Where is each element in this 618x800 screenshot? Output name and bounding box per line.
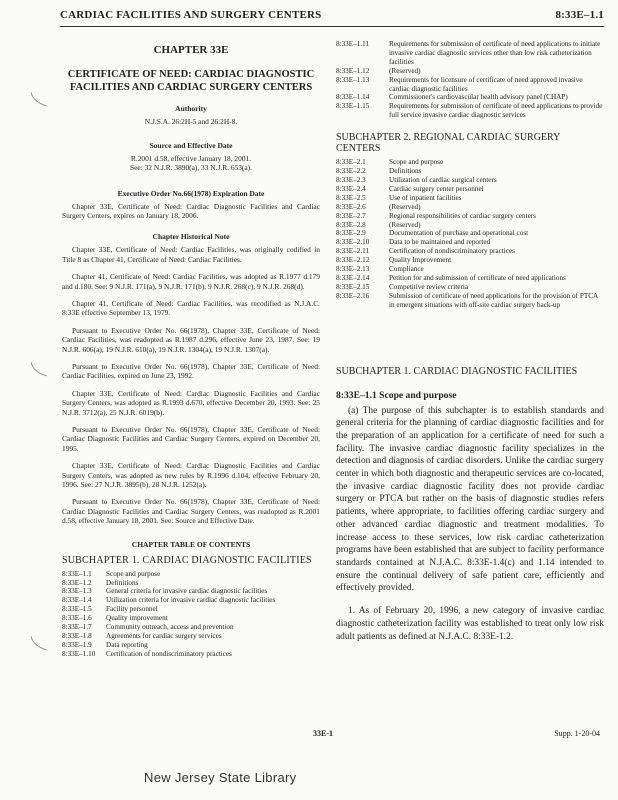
toc-title: Utilization criteria for invasive cardiac diagnostic facilities (106, 596, 276, 605)
toc-number: 8:33E–1.7 (62, 623, 92, 632)
toc-entry (336, 274, 604, 283)
toc-number: 8:33E–1.11 (336, 40, 370, 48)
toc-number: 8:33E–2.1 (336, 158, 366, 167)
toc-number: 8:33E–1.10 (62, 649, 96, 658)
library-stamp: New Jersey State Library (144, 770, 297, 785)
toc-entry (62, 587, 320, 596)
supplement-date: Supp. 1-20-04 (554, 729, 600, 738)
toc-title: Certification of nondiscriminatory practices (106, 649, 232, 658)
toc-entry (336, 185, 604, 194)
history-paragraph: Chapter 41, Certificate of Need: Cardiac Facilities, was recodified as N.J.A.C. 8:33E effective September 13, 1979. (62, 298, 320, 318)
left-column (62, 40, 320, 659)
page-number: 33E-1 (313, 729, 333, 738)
toc-entry (62, 641, 320, 650)
toc-entry (336, 67, 604, 76)
toc-entry (336, 76, 604, 94)
toc-number: 8:33E–1.5 (62, 605, 92, 614)
toc-number: 8:33E–2.4 (336, 184, 366, 193)
history-paragraph: Pursuant to Executive Order No. 66(1978), Chapter 33E, Certificate of Need: Cardiac Diagnostic Facilities and Cardiac Surgery Centers, expired on December 20, 1995. (62, 425, 320, 453)
toc-title: (Reserved) (389, 220, 421, 229)
toc-entry (336, 203, 604, 212)
toc-list-sub1-continued (336, 40, 604, 120)
toc-entry (336, 283, 604, 292)
authority-heading: Authority (175, 104, 207, 113)
toc-number: 8:33E–1.3 (62, 587, 92, 596)
toc-title: Use of inpatient facilities (389, 193, 462, 202)
toc-entry (336, 212, 604, 221)
toc-title: Compliance (389, 265, 424, 274)
toc-title: Commissioner's cardiovascular health advisory panel (CHAP) (389, 93, 568, 102)
margin-hole-mark (27, 88, 51, 112)
toc-entry (336, 238, 604, 247)
toc-number: 8:33E–2.11 (336, 247, 370, 256)
toc-entry (336, 247, 604, 256)
section-paragraph-a: (a) The purpose of this subchapter is to establish standards and general criteria for the planning of cardiac diagnostic facilities and for the preparation of an application for a certificate of need for such a facility. The invasive cardiac diagnostic facility specializes in the detection and diagnosis of cardiac disorders. Unlike the cardiac surgery center in which both diagnostic and therapeutic services are co-located, the invasive cardiac diagnostic facility does not provide cardiac surgery or PTCA but rather on the basis of diagnostic studies refers patients, where appropriate, to facilities offering cardiac surgery and other advanced cardiac diagnostic and treatment modalities. To increase access to these services, low risk cardiac catheterization programs have been established that are subject to facility performance standards contained at N.J.A.C. 8:33E-1.4(c) and 1.14 intended to ensure the continual delivery of safe patient care, efficiently and effectively provided. (336, 405, 604, 594)
toc-title: Agreements for cardiac surgery services (106, 632, 222, 640)
toc-title: Facility personnel (106, 605, 158, 614)
toc-entry (336, 194, 604, 203)
history-paragraph: Chapter 33E, Certificate of Need: Cardiac Diagnostic Facilities and Cardiac Surgery Centers, was adopted as new rules by R.1996 d.104, effective February 20, 1996. See: 27 N.J.R. 3895(b), 28 N.J.R. 1252(a). (62, 461, 320, 490)
toc-number: 8:33E–1.12 (336, 66, 370, 75)
toc-title: Quality Improvement (389, 256, 452, 265)
toc-title: Regional responsibilities of cardiac surgery centers (389, 211, 536, 220)
toc-subchapter-1: SUBCHAPTER 1. CARDIAC DIAGNOSTIC FACILITIES (62, 554, 312, 566)
toc-title: Definitions (389, 167, 422, 176)
toc-number: 8:33E–1.9 (62, 640, 92, 649)
toc-title: Requirements for submission of certificate of need applications to initiate invasive cardiac diagnostic services other than low risk catheterization facilities (389, 40, 601, 66)
toc-number: 8:33E–1.4 (62, 596, 92, 605)
toc-number: 8:33E–2.2 (336, 167, 366, 176)
toc-heading: CHAPTER TABLE OF CONTENTS (131, 539, 251, 549)
toc-entry (336, 40, 604, 67)
toc-title: Utilization of cardiac surgical centers (389, 175, 497, 184)
toc-entry (62, 605, 320, 614)
toc-title: General criteria for invasive cardiac diagnostic facilities (106, 587, 268, 596)
toc-entry (336, 256, 604, 265)
toc-title: Data to be maintained and reported (389, 238, 491, 247)
toc-number: 8:33E–1.13 (336, 75, 370, 84)
toc-title: (Reserved) (389, 202, 421, 211)
history-paragraph: Pursuant to Executive Order No. 66(1978), Chapter 33E, Certificate of Need: Cardiac Facilities, expired on June 23, 1992. (62, 361, 320, 381)
toc-title: Certification of nondiscriminatory practices (389, 247, 515, 256)
toc-entry (62, 650, 320, 659)
eo-heading: Executive Order No.66(1978) Expiration Date (117, 188, 265, 198)
chapter-number: CHAPTER 33E (153, 44, 229, 56)
history-notes (62, 245, 320, 525)
source-line: R.2001 d.58, effective January 18, 2001. (130, 153, 252, 163)
history-paragraph: Chapter 33E, Certificate of Need: Cardiac Facilities, was originally codified in Title 8 as Chapter 41, Certificate of Need: Cardiac Facilities. (62, 245, 320, 264)
toc-entry (62, 579, 320, 588)
authority-text: N.J.S.A. 26:2H-5 and 26:2H-8. (144, 117, 238, 126)
toc-list-sub2 (336, 158, 604, 309)
history-paragraph: Pursuant to Executive Order No. 66(1978), Chapter 33E, Certificate of Need: Cardiac Facilities, was readopted as R.1987 d.296, effective June 23, 1987. See: 19 N.J.R. 606(a), 19 N.J.R. 610(a), 19 N.J.R. 1304(a), 19 N.J.R. 1307(a). (62, 325, 320, 354)
source-heading: Source and Effective Date (149, 140, 233, 150)
toc-subchapter-2: SUBCHAPTER 2. REGIONAL CARDIAC SURGERY CENTERS (336, 132, 561, 155)
toc-number: 8:33E–2.16 (336, 291, 370, 300)
toc-number: 8:33E–2.7 (336, 211, 366, 220)
history-paragraph: Chapter 33E, Certificate of Need: Cardiac Diagnostic Facilities and Cardiac Surgery Centers, was adopted as R.1993 d.670, effective December 20, 1993. See: 25 N.J.R. 3712(a), 25 N.J.R. 6019(b). (62, 388, 320, 417)
toc-title: Submission of certificate of need applications for the provision of PTCA in emergent situations with off-site cardiac surgery back-up (389, 291, 598, 309)
toc-title: Definitions (106, 578, 139, 587)
toc-number: 8:33E–1.14 (336, 93, 370, 102)
toc-number: 8:33E–1.8 (62, 632, 92, 640)
margin-hole-mark (27, 632, 51, 656)
section-heading: 8:33E–1.1 Scope and purpose (336, 389, 457, 401)
header-section: 8:33E–1.1 (555, 9, 604, 21)
toc-number: 8:33E–2.3 (336, 175, 366, 184)
source-line: See: 32 N.J.R. 3890(a), 33 N.J.R. 653(a). (130, 163, 252, 172)
toc-title: Requirements for submission of certificate of need applications to provide full service invasive cardiac diagnostic services (389, 102, 603, 120)
toc-entry (62, 596, 320, 605)
toc-entry (336, 158, 604, 167)
toc-number: 8:33E–2.15 (336, 282, 370, 291)
toc-entry (336, 221, 604, 230)
toc-entry (336, 229, 604, 238)
toc-number: 8:33E–1.6 (62, 614, 92, 623)
toc-number: 8:33E–2.12 (336, 256, 370, 265)
toc-entry (336, 167, 604, 176)
toc-entry (336, 176, 604, 185)
toc-entry (336, 102, 604, 120)
section-paragraph-1: 1. As of February 20, 1996, a new category of invasive cardiac diagnostic catheterization facility was established to treat only low risk adult patients as defined at N.J.A.C. 8:33E-1.2. (336, 606, 604, 642)
toc-title: Quality improvement (106, 614, 168, 623)
toc-title: Scope and purpose (389, 158, 444, 167)
subchapter-1-heading: SUBCHAPTER 1. CARDIAC DIAGNOSTIC FACILITIES (336, 365, 578, 377)
toc-title: Requirements for licensure of certificate of need approved invasive cardiac diagnostic facilities (389, 75, 583, 93)
toc-number: 8:33E–2.13 (336, 265, 370, 274)
toc-entry (62, 632, 320, 641)
toc-entry (62, 570, 320, 579)
toc-number: 8:33E–2.10 (336, 238, 370, 247)
toc-title: Documentation of purchase and operational cost (389, 229, 529, 238)
toc-title: Competitive review criteria (389, 282, 469, 291)
toc-title: Scope and purpose (106, 569, 161, 578)
chapter-title: CERTIFICATE OF NEED: CARDIAC DIAGNOSTIC FACILITIES AND CARDIAC SURGERY CENTERS (67, 69, 315, 93)
toc-title: Community outreach, access and prevention (106, 623, 234, 632)
history-paragraph: Chapter 41, Certificate of Need: Cardiac Facilities, was adopted as R.1977 d.179 and d.180. See: 9 N.J.R. 171(a), 9 N.J.R. 171(b), 9 N.J.R. 268(c), 9 N.J.R. 268(d). (62, 272, 320, 291)
header-title: CARDIAC FACILITIES AND SURGERY CENTERS (60, 9, 322, 21)
history-heading: Chapter Historical Note (152, 232, 230, 242)
toc-title: (Reserved) (389, 66, 421, 75)
running-header (60, 6, 604, 27)
toc-number: 8:33E–2.9 (336, 229, 366, 238)
toc-entry (62, 614, 320, 623)
right-column (336, 40, 604, 643)
history-paragraph: Pursuant to Executive Order No. 66(1978), Chapter 33E, Certificate of Need: Cardiac Diagnostic Facilities and Cardiac Surgery Centers, was readopted as R.2001 d.58, effective January 18, 2001. See: Source and Effective Date. (62, 497, 320, 526)
toc-number: 8:33E–2.8 (336, 220, 366, 229)
margin-hole-mark (27, 358, 51, 382)
toc-title: Petition for and submission of certificate of need applications (389, 273, 566, 282)
toc-entry (336, 93, 604, 102)
toc-number: 8:33E–2.14 (336, 273, 370, 282)
toc-title: Cardiac surgery center personnel (389, 184, 484, 193)
eo-text: Chapter 33E, Certificate of Need: Cardiac Diagnostic Facilities and Cardiac Surgery Centers, expires on January 18, 2006. (62, 201, 320, 220)
toc-entry (336, 292, 604, 310)
toc-entry (336, 265, 604, 274)
toc-number: 8:33E–1.1 (62, 569, 92, 578)
toc-number: 8:33E–1.15 (336, 102, 370, 111)
toc-entry (62, 623, 320, 632)
toc-title: Data reporting (106, 640, 148, 649)
toc-number: 8:33E–2.5 (336, 193, 366, 202)
toc-number: 8:33E–1.2 (62, 578, 92, 587)
toc-list-sub1 (62, 570, 320, 659)
toc-number: 8:33E–2.6 (336, 202, 366, 211)
